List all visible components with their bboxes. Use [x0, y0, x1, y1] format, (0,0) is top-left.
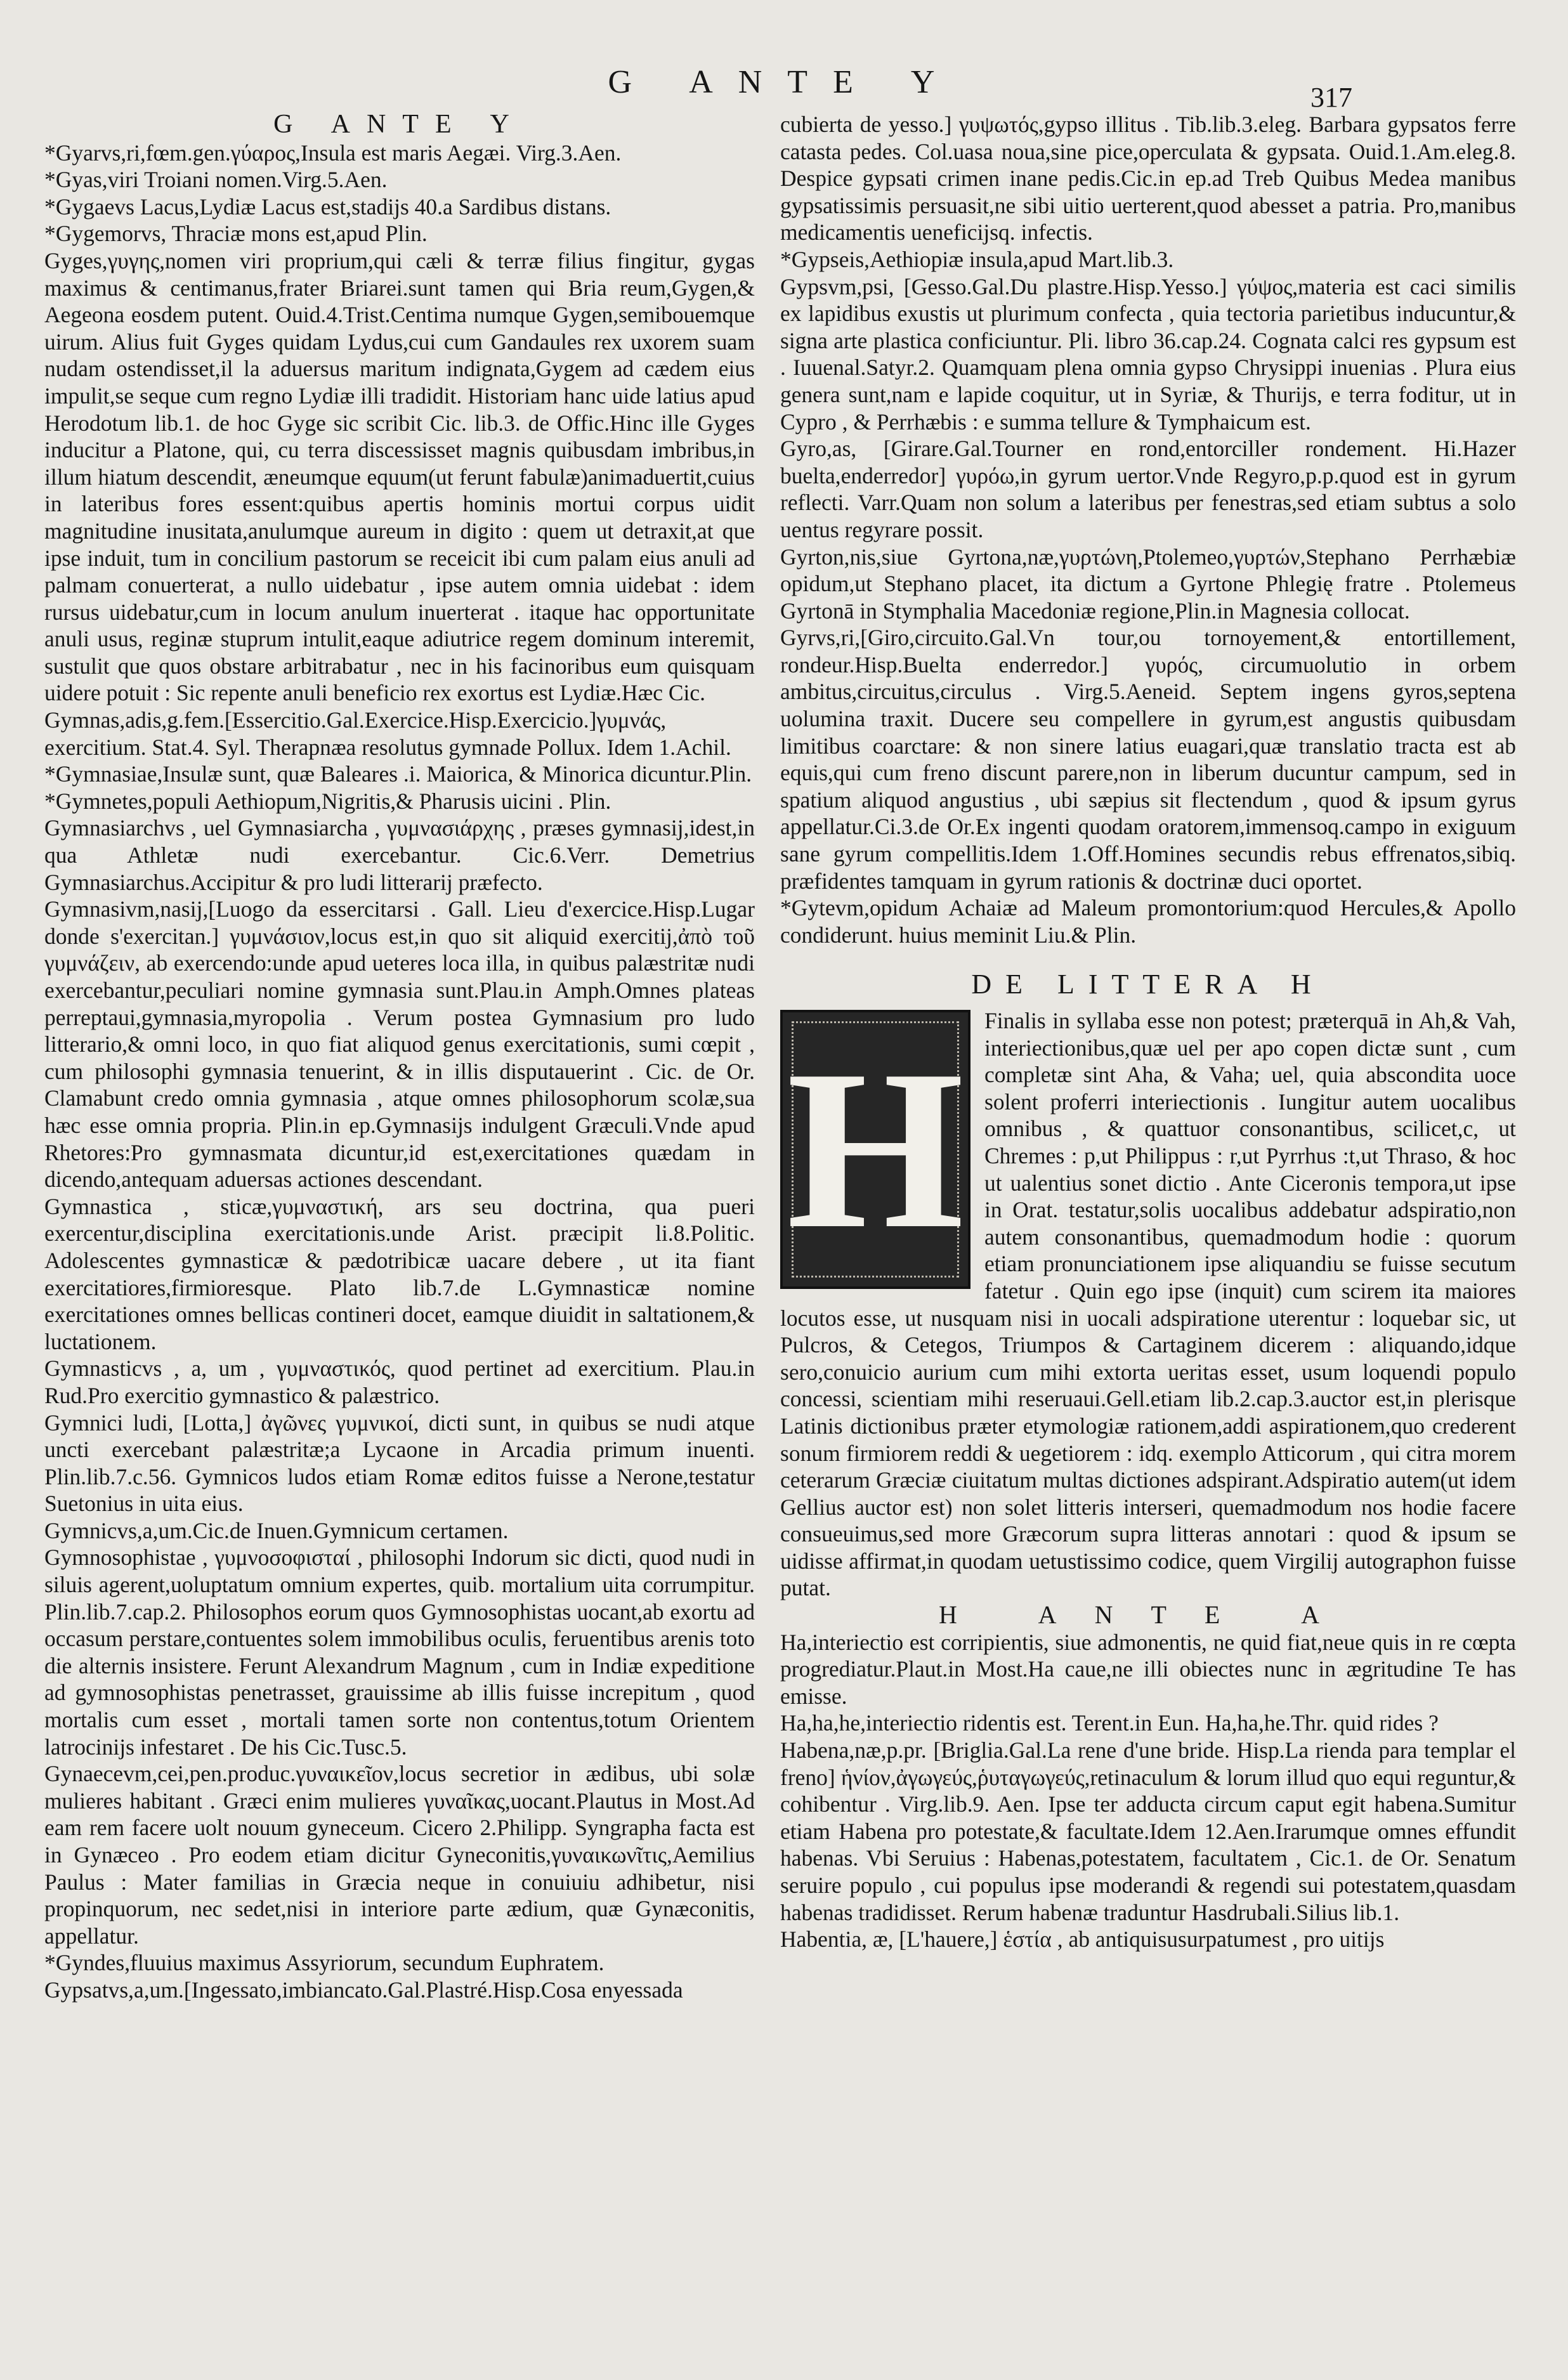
- right-column: [780, 111, 1516, 1953]
- dictionary-entry: *Gyndes,fluuius maximus Assyriorum, secundum Euphratem.: [44, 1950, 604, 1976]
- section-intro: [780, 1007, 1516, 1602]
- dictionary-entry: Gyrvs,ri,[Giro,circuito.Gal.Vn tour,ou tornoyement,& entortillement, rondeur.Hisp.Buelta enderredor.] γυρός, circumuolutio in orbem ambitus,circuitus,circulus . Virg.5.Aeneid. Septem ingens gyros,septena uolumina traxit. Ducere seu compellere in gyrum,est angustis quibusdam limitibus coarctare: & non sinere latius euagari,quæ translatio tracta est ab equis,qui cum freno discunt parere,non in liberum ducuntur campum, sed in spatium aliquod angustius , ubi sæpius sit flectendum , quod & ipsum gyrus appellatur.Ci.3.de Or.Ex ingenti quodam oratorem,immensoq.campo in exiguum sane gyrum compellitis.Idem 1.Off.Homines secundis rebus effrenatos,sibiq. præfidentes tamquam in gyrum rationis & doctrinæ duci oportet.: [780, 625, 1516, 894]
- dictionary-entry: *Gymnetes,populi Aethiopum,Nigritis,& Pharusis uicini . Plin.: [44, 788, 611, 814]
- dictionary-entry: Ha,ha,he,interiectio ridentis est. Terent.in Eun. Ha,ha,he.Thr. quid rides ?: [780, 1710, 1439, 1736]
- initial-letter: H: [786, 1023, 965, 1276]
- dictionary-entry: Gypsatvs,a,um.[Ingessato,imbiancato.Gal.Plastré.Hisp.Cosa enyessada: [44, 1977, 683, 2003]
- decorated-initial: [780, 1010, 970, 1289]
- dictionary-entry: Habentia, æ, [L'hauere,] ἑστία , ab antiquisusurpatumest , pro uitijs: [780, 1926, 1385, 1952]
- dictionary-entry: Ha,interiectio est corripientis, siue admonentis, ne quid fiat,neue quis in re cœpta progrediatur.Plaut.in Most.Ha caue,ne illi obiectes nunc in ægritudine Te has emisse.: [780, 1629, 1516, 1709]
- dictionary-entry: cubierta de yesso.] γυψωτός,gypso illitus . Tib.lib.3.eleg. Barbara gypsatos ferre catasta pedes. Col.uasa noua,sine pice,operculata & gypsata. Ouid.1.Am.eleg.8. Despice gypsati crimen inane pedis.Cic.in ep.ad Treb Quibus Medea manibus gypsatissimis persuasit,ne sibi uitio uerterent,quod abesset a patria. Pro,manibus medicamentis ueneficijsq. infectis.: [780, 112, 1516, 245]
- dictionary-entry: Gymnosophistae , γυμνοσοφισταί , philosophi Indorum sic dicti, quod nudi in siluis agerent,uoluptatum omnium expertes, quib. mortalium uita corrumpitur. Plin.lib.7.cap.2. Philosophos eorum quos Gymnosophistas uocant,ab exortu ad occasum perstare,contuentes solem immobilibus oculis, feruentibus arenis toto die alternis insistere. Ferunt Alexandrum Magnum , cum in Indiæ expeditione ad gymnosophistas penetrasset, grauissime ab illis fuisse increpitum , quod mortalis cum esset , mortali tamen sorte non contentus,totum Orientem latrocinijs infestaret . De his Cic.Tusc.5.: [44, 1545, 755, 1760]
- section-intro-text: Finalis in syllaba esse non potest; præterquā in Ah,& Vah, interiectionibus,quæ uel per apo copen dictæ sunt , cum completæ sint Aha, & Vaha; uel, quia abscondita uoce solent proferri interiectionis . Iungitur autem uocalibus omnibus , & quattuor consonantibus, scilicet,c, ut Chremes : p,ut Philippus : r,ut Pyrrhus :t,ut Thraso, & hoc ut ualentius sonet dictio . Ante Ciceronis tempora,ut ipse in Orat. testatur,solis uocalibus addebatur adspiratio,non autem consonantibus, quemadmodum hodie : quorum etiam pronunciationem ipse aliquandiu se fuisse secutum fatetur . Quin ego ipse (inquit) cum scirem ita maiores locutos esse, ut nusquam nisi in uocali adspiratione uterentur : loquebar sic, ut Pulcros, & Cetegos, Triumpos & Cartaginem dicerem : aliquando,idque sero,conuicio aurium cum mihi extorta ueritas esset, usum loquendi populo concessi, scientiam mihi reseruaui.Gell.etiam lib.2.cap.3.auctor est,in plerisque Latinis dictionibus præter etymologiæ rationem,addi aspirationem,quo crederent sonum firmiorem reddi & uegetiorem : idq. exemplo Atticorum , qui citra morem ceterarum Græciæ ciuitatum multas dictiones adspirant.Adspiratio autem(ut idem Gellius auctor est) non solet litteris interseri, quemadmodum nos hodie facere consueuimus,sed more Græcorum supra litteras annotari : quod & ipsum se uidisse affirmat,in quodam uetustissimo codice, quem Virgilij autographon fuisse putat.: [780, 1008, 1516, 1601]
- dictionary-entry: *Gytevm,opidum Achaiæ ad Maleum promontorium:quod Hercules,& Apollo condiderunt. huius meminit Liu.& Plin.: [780, 895, 1516, 948]
- dictionary-entry: *Gyarvs,ri,fœm.gen.γύαρος,Insula est maris Aegæi. Virg.3.Aen.: [44, 140, 622, 166]
- dictionary-entry: *Gypseis,Aethiopiæ insula,apud Mart.lib.3.: [780, 246, 1174, 272]
- column-subhead: H ANTE A: [939, 1600, 1357, 1630]
- dictionary-entry: Gymnasticvs , a, um , γυμναστικός, quod pertinet ad exercitium. Plau.in Rud.Pro exercitio gymnastico & palæstrico.: [44, 1356, 755, 1408]
- dictionary-entry: *Gygemorvs, Thraciæ mons est,apud Plin.: [44, 221, 428, 247]
- dictionary-entry: Gyrton,nis,siue Gyrtona,næ,γυρτώνη,Ptolemeo,γυρτών,Stephano Perrhæbiæ opidum,ut Stephano placet, ita dictum a Gyrtone Phlegię fratre . Ptolemeus Gyrtonā in Stymphalia Macedoniæ regione,Plin.in Magnesia collocat.: [780, 544, 1516, 624]
- dictionary-entry: Gypsvm,psi, [Gesso.Gal.Du plastre.Hisp.Yesso.] γύψος,materia est caci similis ex lapidibus exustis ut plurimum confecta , quia tectoria parietibus inducuntur,& signa arte plastica conficiuntur. Pli. libro 36.cap.24. Cognata calci res gypsum est . Iuuenal.Satyr.2. Quamquam plena omnia gypso Chrysippi inuenias . Plura eius genera sunt,nam e lapide coquitur, ut in Syriæ, & Thurijs, e terra foditur, ut in Cypro , & Perrhæbis : e summa tellure & Tymphaicum est.: [780, 273, 1516, 435]
- dictionary-entry: Gyges,γυγης,nomen viri proprium,qui cæli & terræ filius fingitur, gygas maximus & centimanus,frater Briarei.sunt tamen qui Bria reum,Gygen,& Aegeona eosdem putent. Ouid.4.Trist.Centima numque Gygen,semibouemque uirum. Alius fuit Gyges quidam Lydus,cui cum Gandaules rex uxorem suam nudam ostendisset,il la aduersus maritum indignata,Gygem ad cædem eius impulit,se seque cum regno Lydiæ illi tradidit. Historiam hanc uide latius apud Herodotum lib.1. de hoc Gyge sic scribit Cic. lib.3. de Offic.Hinc ille Gyges inducitur a Platone, qui, cu terra discessisset magnis quibusdam imbribus,in illum hiatum descendit, æneumque equum(ut ferunt fabulæ)animaduertit,cuius in lateribus fores essent:quibus apertis hominis mortui corpus uidit magnitudine inusitata,anulumque aureum in digito : quem ut detraxit,at que ipse induit, tum in concilium pastorum se receicit ibi cum palam eius anuli ad palmam conuerterat, a nullo uidebatur , ipse autem omnia uidebat : idem rursus uidebatur,cum in locum anulum inuerterat . itaque hac opportunitate anuli usus, reginæ stuprum intulit,eaque adiutrice regem dominum interemit, sustulit que quos obstare arbitrabatur , nec in his facinoribus eum quisquam uidere potuit : Sic repente anuli beneficio rex exortus est Lydiæ.Hæc Cic.: [44, 247, 755, 706]
- section-title: DE LITTERA H: [971, 969, 1325, 1000]
- running-head: G ANTE Y: [608, 64, 960, 100]
- dictionary-entry: Gymnas,adis,g.fem.[Essercitio.Gal.Exercice.Hisp.Exercicio.]γυμνάς, exercitium. Stat.4. Syl. Therapnæa resolutus gymnade Pollux. Idem 1.Achil.: [44, 707, 731, 760]
- dictionary-entry: *Gymnasiae,Insulæ sunt, quæ Baleares .i. Maiorica, & Minorica dicuntur.Plin.: [44, 761, 752, 787]
- dictionary-entry: *Gygaevs Lacus,Lydiæ Lacus est,stadijs 40.a Sardibus distans.: [44, 193, 611, 219]
- dictionary-entry: Gymnasiarchvs , uel Gymnasiarcha , γυμνασιάρχης , præses gymnasij,idest,in qua Athletæ nudi exercebantur. Cic.6.Verr. Demetrius Gymnasiarchus.Accipitur & pro ludi litterarij præfecto.: [44, 815, 755, 895]
- dictionary-entry: Gyro,as, [Girare.Gal.Tourner en rond,entorciller rondement. Hi.Hazer buelta,enderredor] γυρόω,in gyrum uertor.Vnde Regyro,p.p.quod est in gyrum reflecti. Varr.Quam non solum a lateribus per fenestras,sed etiam subtus a solo uentus regyrare possit.: [780, 436, 1516, 542]
- dictionary-entry: Habena,næ,p.pr. [Briglia.Gal.La rene d'une bride. Hisp.La rienda para templar el freno] ἡνίον,ἀγωγεύς,ῥυταγωγεύς,retinaculum & lorum illud quo equi reguntur,& cohibentur . Virg.lib.9. Aen. Ipse ter adducta circum caput egit habena.Sumitur etiam Habena pro potestate,& facultate.Idem 12.Aen.Irarumque omnes effundit habenas. Vbi Seruius : Habenas,potestatem, facultatem , Cic.1. de Or. Senatum seruire populo , cui populus ipse moderandi & regendi sui potestatem,quasdam habenas tradidisset. Rerum habenæ traduntur Hasdrubali.Silius lib.1.: [780, 1737, 1516, 1925]
- left-column: [44, 111, 755, 2004]
- dictionary-entry: Gynaecevm,cei,pen.produc.γυναικεῖον,locus secretior in ædibus, ubi solæ mulieres habitant . Græci enim mulieres γυναῖκας,uocant.Plautus in Most.Ad eam rem facere uolt nouum gyneceum. Cicero 2.Philipp. Syngrapha facta est in Gynæceo . Pro eodem etiam dicitur Gyneconitis,γυναικωνῖτις,Aemilius Paulus : Mater familias in Græcia neque in conuiuiu adhibetur, nisi propinquorum, nec sedet,nisi in interiore parte ædium, quæ Gynæconitis, appellatur.: [44, 1761, 755, 1949]
- dictionary-entry: Gymnici ludi, [Lotta,] ἀγῶνες γυμνικοί, dicti sunt, in quibus se nudi atque uncti exercebant palæstritæ;a Lycaone in Arcadia primum inuenti. Plin.lib.7.c.56. Gymnicos ludos etiam Romæ editos fuisse a Nerone,testatur Suetonius in uita eius.: [44, 1409, 755, 1517]
- dictionary-entry: Gymnasivm,nasij,[Luogo da essercitarsi . Gall. Lieu d'exercice.Hisp.Lugar donde s'exercitan.] γυμνάσιον,locus est,in quo sit aliquid exercitij,ἀπὸ τοῦ γυμνάζειν, ab exercendo:unde apud ueteres loca illa, in quibus palæstritæ nudi exercebantur,peculiari nomine gymnasia sunt.Plau.in Amph.Omnes plateas perreptaui,gymnasia,myropolia . Verum postea Gymnasium pro ludo litterario,& omni loco, in quo fiat aliquod genus exercitationis, sumi cœpit , cum philosophi gymnasia tenuerint, & in illis disputauerint . Cic. de Or. Clamabunt credo omnia gymnasia , atque omnes philosophorum scolæ,sua hæc esse omnia propria. Plin.in ep.Gymnasijs indulgent Græculi.Vnde apud Rhetores:Pro gymnasmata dicuntur,id est,exercitationes quædam in dicendo,antequam aduersas actiones descendant.: [44, 896, 755, 1193]
- dictionary-entry: Gymnastica , sticæ,γυμναστική, ars seu doctrina, qua pueri exercentur,disciplina exercitationis.unde Arist. præcipit li.8.Politic. Adolescentes gymnasticæ & pædotribicæ uacare debere , ut ita fiant exercitatiores,firmioresque. Plato lib.7.de L.Gymnasticæ nomine exercitationes omnes bellicas contineri docet, eamque diuidit in saltationem,& luctationem.: [44, 1193, 755, 1354]
- column-subhead: G ANTE Y: [273, 110, 526, 139]
- page-number: 317: [1310, 82, 1352, 113]
- dictionary-entry: *Gyas,viri Troiani nomen.Virg.5.Aen.: [44, 167, 388, 193]
- dictionary-entry: Gymnicvs,a,um.Cic.de Inuen.Gymnicum certamen.: [44, 1517, 509, 1543]
